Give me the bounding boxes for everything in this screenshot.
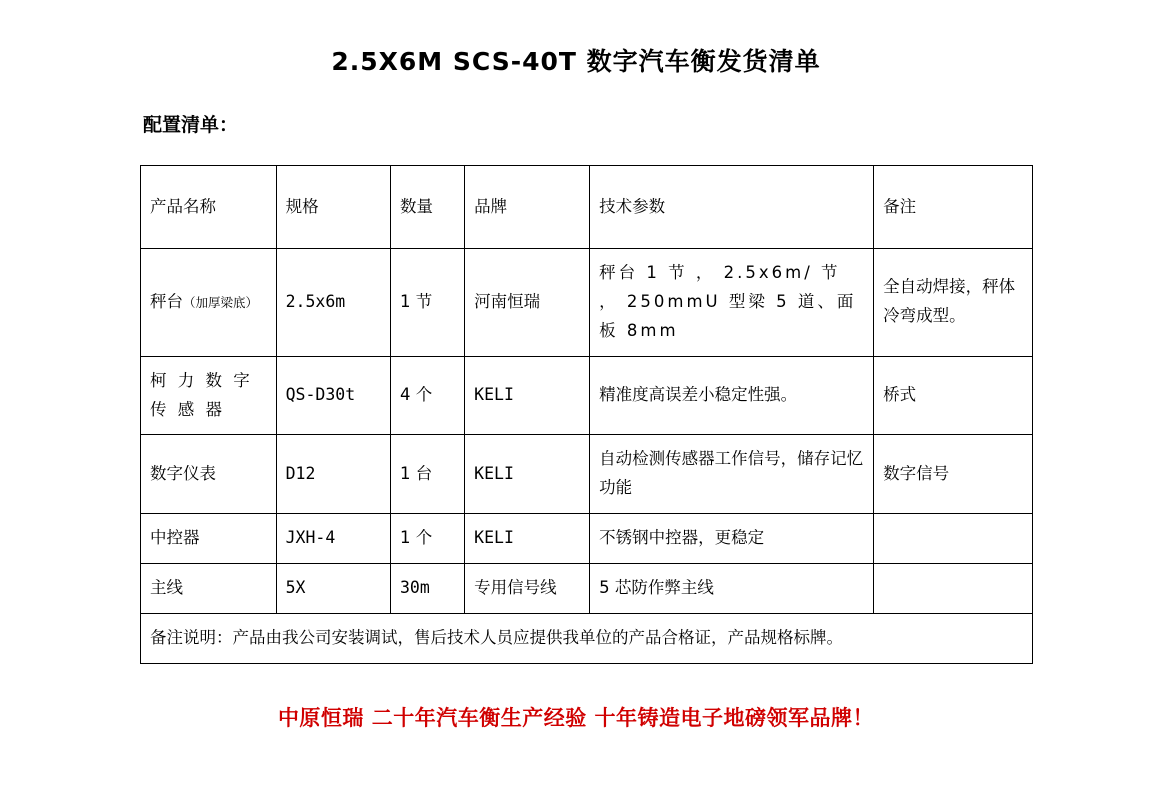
cell-qty: 4 个 — [391, 356, 465, 435]
column-header-params: 技术参数 — [590, 166, 874, 249]
cell-remark — [874, 514, 1033, 564]
cell-spec: 2.5x6m — [276, 249, 390, 357]
product-name-note: （加厚梁底） — [183, 294, 259, 310]
cell-spec: QS-D30t — [276, 356, 390, 435]
cell-remark: 桥式 — [874, 356, 1033, 435]
cell-brand: 专用信号线 — [465, 564, 590, 614]
spec-table — [140, 165, 1033, 664]
column-header-brand: 品牌 — [465, 166, 590, 249]
cell-brand: 河南恒瑞 — [465, 249, 590, 357]
cell-remark — [874, 564, 1033, 614]
document-page — [0, 42, 1152, 806]
cell-brand: KELI — [465, 435, 590, 514]
cell-brand: KELI — [465, 514, 590, 564]
config-list-label: 配置清单： — [143, 114, 239, 136]
table-row — [141, 249, 1033, 357]
cell-params: 自动检测传感器工作信号，储存记忆功能 — [590, 435, 874, 514]
cell-spec: D12 — [276, 435, 390, 514]
table-header-row — [141, 166, 1033, 249]
table-row — [141, 514, 1033, 564]
page-title: 2.5X6M SCS-40T 数字汽车衡发货清单 — [331, 47, 821, 76]
cell-remark: 数字信号 — [874, 435, 1033, 514]
promo-footer: 中原恒瑞 二十年汽车衡生产经验 十年铸造电子地磅领军品牌！ — [277, 705, 875, 730]
table-footer-note: 备注说明：产品由我公司安装调试，售后技术人员应提供我单位的产品合格证，产品规格标牌。 — [141, 613, 1033, 663]
cell-qty: 1 节 — [391, 249, 465, 357]
table-footer-row — [141, 613, 1033, 663]
cell-brand: KELI — [465, 356, 590, 435]
cell-name: 中控器 — [141, 514, 277, 564]
cell-name: 数字仪表 — [141, 435, 277, 514]
cell-spec: 5X — [276, 564, 390, 614]
column-header-name: 产品名称 — [141, 166, 277, 249]
cell-params: 精准度高误差小稳定性强。 — [590, 356, 874, 435]
table-row — [141, 356, 1033, 435]
cell-name: 主线 — [141, 564, 277, 614]
column-header-remark: 备注 — [874, 166, 1033, 249]
cell-name: 柯 力 数 字 传 感 器 — [141, 356, 277, 435]
product-name: 秤台 — [150, 291, 183, 311]
cell-params: 5 芯防作弊主线 — [590, 564, 874, 614]
cell-qty: 1 个 — [391, 514, 465, 564]
cell-params: 不锈钢中控器，更稳定 — [590, 514, 874, 564]
column-header-spec: 规格 — [276, 166, 390, 249]
cell-qty: 1 台 — [391, 435, 465, 514]
cell-params: 秤台 1 节 ， 2.5x6m/ 节 ， 250mmU 型梁 5 道、面板 8mm — [590, 249, 874, 357]
cell-spec: JXH-4 — [276, 514, 390, 564]
table-row — [141, 435, 1033, 514]
cell-qty: 30m — [391, 564, 465, 614]
table-row — [141, 564, 1033, 614]
column-header-qty: 数量 — [391, 166, 465, 249]
cell-remark: 全自动焊接，秤体冷弯成型。 — [874, 249, 1033, 357]
cell-name — [141, 249, 277, 357]
